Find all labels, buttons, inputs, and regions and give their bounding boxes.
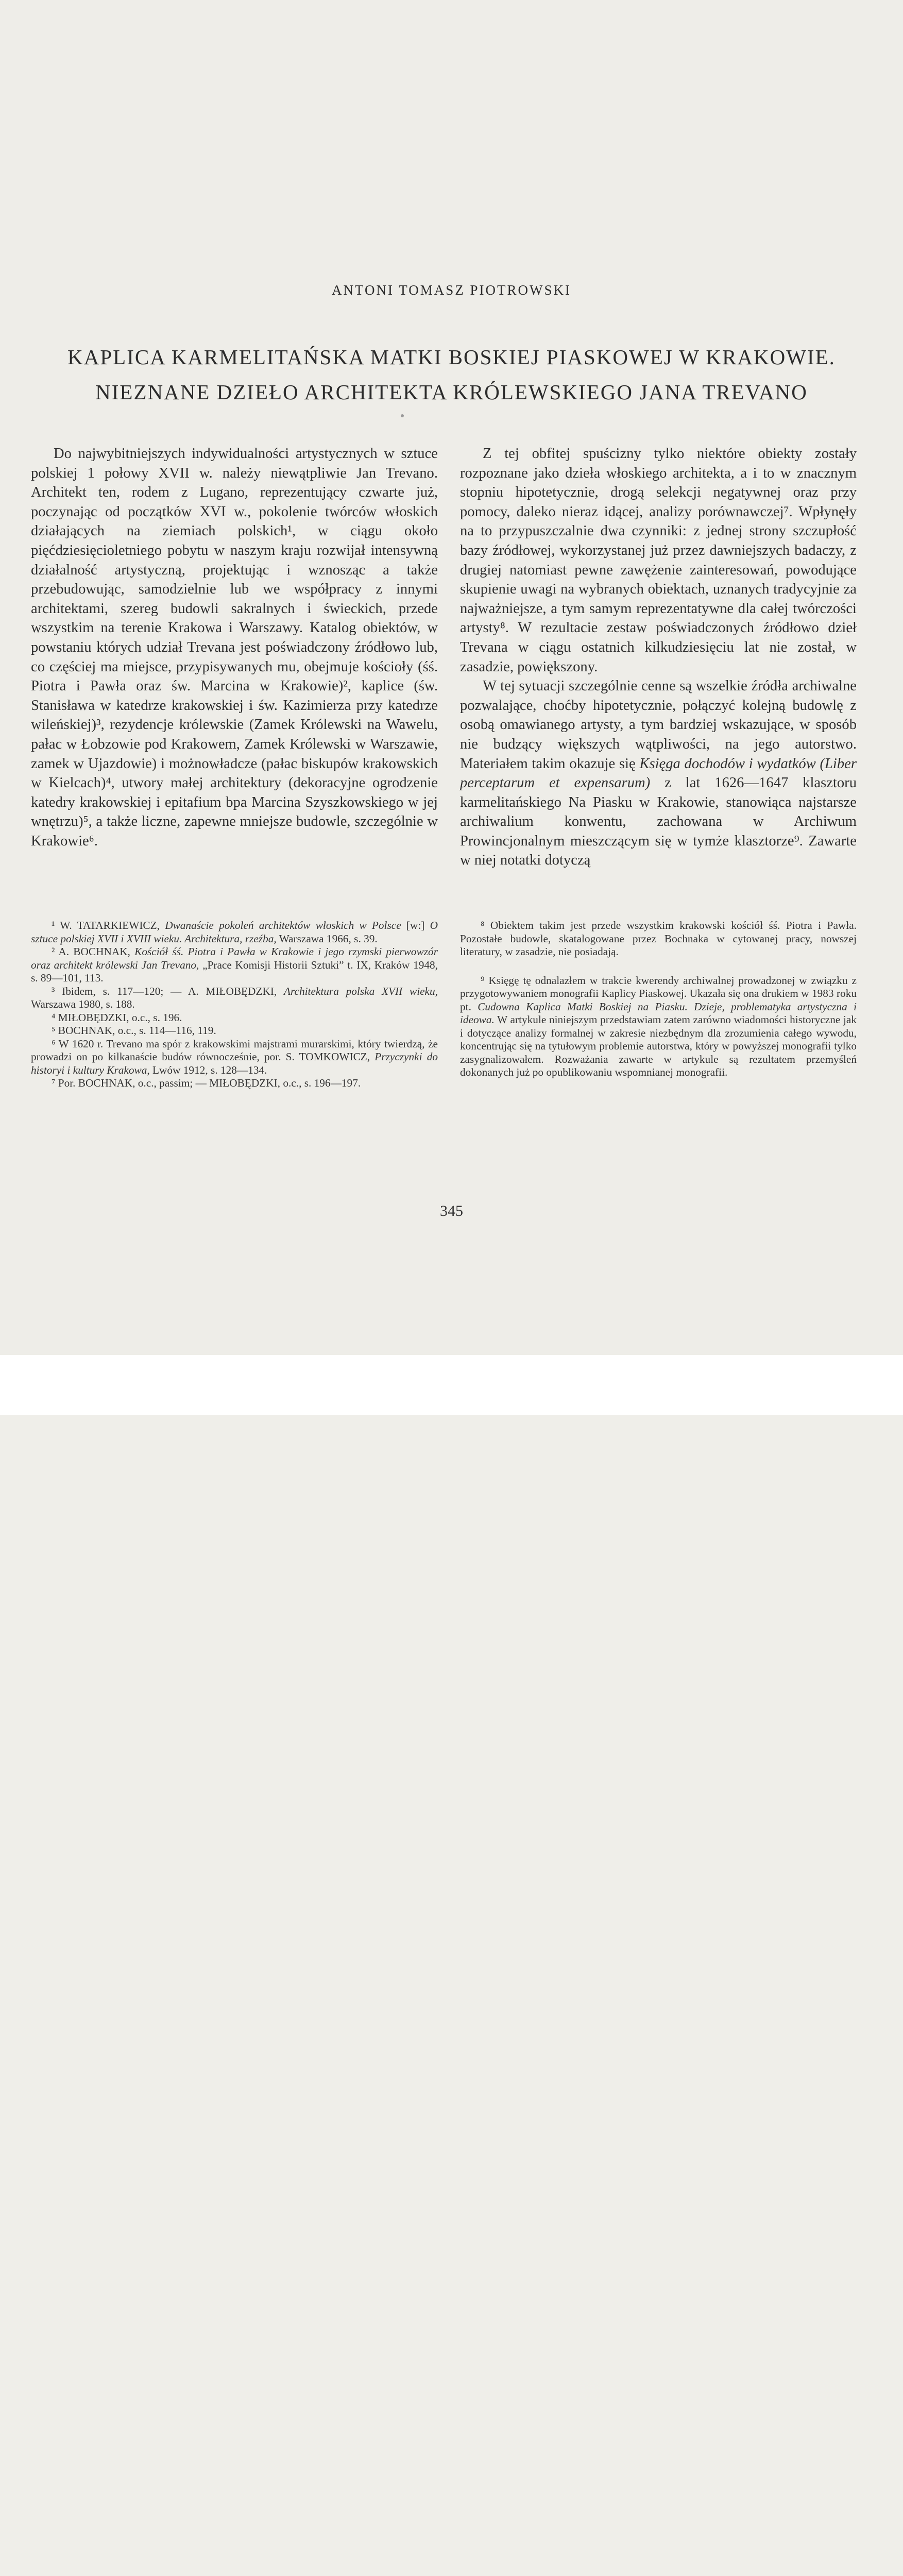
left-text-column — [31, 444, 438, 851]
footnote: ⁵ BOCHNAK, o.c., s. 114—116, 119. — [52, 1024, 216, 1037]
footnote: ⁹ Księgę tę odnalazłem w trakcie kwerendy archiwalnej prowadzonej w związku z przygotowywaniem monografii Kaplicy Piaskowej. Ukazała się ona drukiem w 1983 roku pt. Cudowna Kaplica Matki Boskiej na Piasku. Dzieje, problematyka artystyczna i ideowa. W artykule niniejszym przedstawiam zatem zarówno wiadomości historyczne jak i dotyczące analizy formalnej w zakresie niezbędnym dla zrozumienia całego wywodu, koncentrując się na tytułowym problemie autorstwa, który w powyższej monografii tylko zasygnalizowałem. Rozważania zawarte w artykule są rezultatem przemyśleń dokonanych już po opublikowaniu wspomnianej monografii. — [460, 974, 857, 1078]
footnote: ² A. BOCHNAK, Kościół śś. Piotra i Pawła w Krakowie i jego rzymski pierwowzór oraz architekt królewski Jan Trevano, „Prace Komisji Historii Sztuki” t. IX, Kraków 1948, s. 89—101, 113. — [31, 945, 438, 984]
right-text-column — [460, 444, 857, 870]
page-number: 345 — [440, 1202, 463, 1219]
article-title-line-1: KAPLICA KARMELITAŃSKA MATKI BOSKIEJ PIASKOWEJ W KRAKOWIE. — [67, 345, 836, 369]
footnote: ⁷ Por. BOCHNAK, o.c., passim; — MIŁOBĘDZKI, o.c., s. 196—197. — [52, 1077, 361, 1089]
paragraph-text: z lat 1626—1647 klasztoru karmelitańskiego Na Piasku w Krakowie, stanowiąca najstarsze archiwalium konwentu, zachowana w Archiwum Prowincjonalnym mieszczącym się w tymże klasztorze⁹. Zawarte w niej notatki dotyczą — [460, 775, 857, 869]
right-paragraph-1: Z tej obfitej spuścizny tylko niektóre obiekty zostały rozpoznane jako dzieła włoskiego architekta, a i to w znacznym stopniu hipotetycznie, drogą selekcji negatywnej oraz przy pomocy, daleko nieraz idącej, analizy porównawczej⁷. Wpłynęły na to przypuszczalnie dwa czynniki: z jednej strony szczupłość bazy źródłowej, wykorzystanej już przez dawniejszych badaczy, z drugiej natomiast pewne zawężenie zainteresowań, powodujące skupienie uwagi na wybranych obiektach, uznanych tradycyjnie za najważniejsze, a tym samym reprezentatywne dla całej twórczości artysty⁸. W rezultacie zestaw poświadczonych źródłowo dzieł Trevana w ciągu ostatnich kilkudziesięciu lat nie został, w zasadzie, powiększony. — [460, 446, 857, 675]
footnote: ⁶ W 1620 r. Trevano ma spór z krakowskimi majstrami murarskimi, który twierdzą, że prowadzi on po kilkanaście budów równocześnie, por. S. TOMKOWICZ, Przyczynki do historyi i kultury Krakowa, Lwów 1912, s. 128—134. — [31, 1037, 438, 1076]
viewer-footer — [0, 1355, 903, 1415]
right-paragraph-2 — [460, 676, 857, 870]
ornament-dot — [401, 414, 404, 417]
footnote: ¹ W. TATARKIEWICZ, Dwanaście pokoleń architektów włoskich w Polsce [w:] O sztuce polskiej XVII i XVIII wieku. Architektura, rzeźba, Warszawa 1966, s. 39. — [31, 919, 438, 945]
book-title-italic: Księga dochodów i wydatków (Liber perceptarum et expensarum) — [460, 755, 857, 791]
footnote: ³ Ibidem, s. 117—120; — A. MIŁOBĘDZKI, Architektura polska XVII wieku, Warszawa 1980, s. 188. — [31, 985, 438, 1010]
paragraph-text: W tej sytuacji szczególnie cenne są wszelkie źródła archiwalne pozwalające, choćby hipotetycznie, połączyć kolejną budowlę z osobą omawianego artysty, a tym bardziej wskazujące, w sposób nie budzący większych wątpliwości, na jego autorstwo. Materiałem takim okazuje się — [460, 678, 857, 772]
author-name: ANTONI TOMASZ PIOTROWSKI — [331, 282, 572, 298]
footnote: ⁴ MIŁOBĘDZKI, o.c., s. 196. — [52, 1011, 182, 1024]
footnote: ⁸ Obiektem takim jest przede wszystkim krakowski kościół śś. Piotra i Pawła. Pozostałe budowle, skatalogowane przez Bochnaka w cytowanej pracy, nowszej literatury, w zasadzie, nie posiadają. — [460, 919, 857, 958]
left-paragraph: Do najwybitniejszych indywidualności artystycznych w sztuce polskiej 1 połowy XVII w. należy niewątpliwie Jan Trevano. Architekt ten, rodem z Lugano, reprezentujący czwarte już, poczynając od początków XVI w., pokolenie twórców włoskich działających na ziemiach polskich¹, w ciągu około pięćdziesięcioletniego pobytu w naszym kraju rozwijał intensywną działalność artystyczną, projektując i wznosząc a także przebudowując, samodzielnie lub we współpracy z innymi architektami, szereg budowli sakralnych i świeckich, przede wszystkim na terenie Krakowa i Warszawy. Katalog obiektów, w powstaniu których udział Trevana jest poświadczony źródłowo lub, co częściej ma miejsce, przypisywanych mu, obejmuje kościoły (śś. Piotra i Pawła oraz św. Marcina w Krakowie)², kaplice (św. Stanisława w katedrze krakowskiej i św. Kazimierza przy katedrze wileńskiej)³, rezydencje królewskie (Zamek Królewski na Wawelu, pałac w Łobzowie pod Krakowem, Zamek Królewski w Warszawie, zamek w Ujazdowie) i możnowładcze (pałac biskupów krakowskich w Kielcach)⁴, utwory małej architektury (dekoracyjne ogrodzenie katedry krakowskiej i epitafium bpa Marcina Szyszkowskiego w jej wnętrzu)⁵, a także liczne, zapewne mniejsze budowle, szczególnie w Krakowie⁶. — [31, 446, 438, 849]
footnotes-right — [460, 919, 857, 1079]
footnotes-left — [31, 919, 438, 1090]
article-title-line-2: NIEZNANE DZIEŁO ARCHITEKTA KRÓLEWSKIEGO JANA TREVANO — [95, 380, 808, 404]
